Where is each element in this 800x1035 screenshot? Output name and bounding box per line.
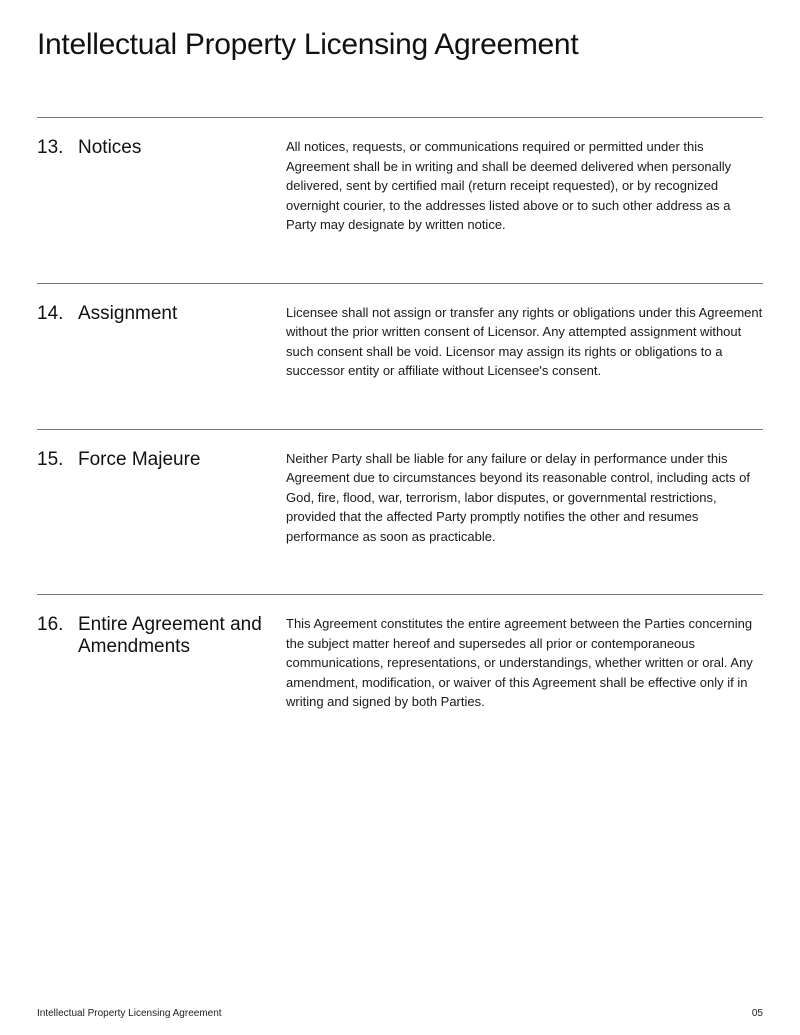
page-number: 05 — [751, 1008, 763, 1019]
footer-title: Intellectual Property Licensing Agreement — [37, 1008, 222, 1019]
section-body: Licensee shall not assign or transfer any rights or obligations under this Agreement without the prior written consent of Licensor. Any attempted assignment without such consent shall be void. Licensor may assign its rights or obligations to a successor entity or affiliate without Licensee's consent. — [286, 304, 763, 378]
sections-list — [37, 117, 763, 760]
section-number: 16. — [37, 614, 64, 635]
section-entire-agreement — [37, 594, 763, 760]
section-number: 14. — [37, 302, 64, 324]
section-force-majeure — [37, 429, 763, 595]
section-body: This Agreement constitutes the entire agreement between the Parties concerning the subject matter hereof and supersedes all prior or contemporaneous communications, representations, or understandings, whether written or oral. Any amendment, modification, or waiver of this Agreement shall be effective only if in writing and signed by both Parties. — [286, 616, 753, 709]
section-heading: Notices — [78, 137, 142, 158]
section-heading: Force Majeure — [78, 448, 201, 470]
section-body: All notices, requests, or communications required or permitted under this Agreement shall be in writing and shall be deemed delivered when personally delivered, sent by certified mail (return receipt requested), or by recognized overnight courier, to the addresses listed above or to such other address as a Party may designate by written notice. — [286, 139, 732, 232]
section-number: 15. — [37, 448, 64, 470]
section-number: 13. — [37, 137, 64, 158]
page-footer — [37, 1008, 763, 1019]
section-heading: Entire Agreement and Amendments — [78, 614, 262, 657]
section-assignment — [37, 283, 763, 429]
section-heading: Assignment — [78, 302, 178, 324]
section-body: Neither Party shall be liable for any failure or delay in performance under this Agreement due to circumstances beyond its reasonable control, including acts of God, fire, flood, war, terrorism, labor disputes, or governmental restrictions, provided that the affected Party promptly notifies the other and resumes performance as soon as practicable. — [286, 450, 750, 544]
section-notices — [37, 117, 763, 283]
page-title: Intellectual Property Licensing Agreement — [37, 28, 579, 61]
